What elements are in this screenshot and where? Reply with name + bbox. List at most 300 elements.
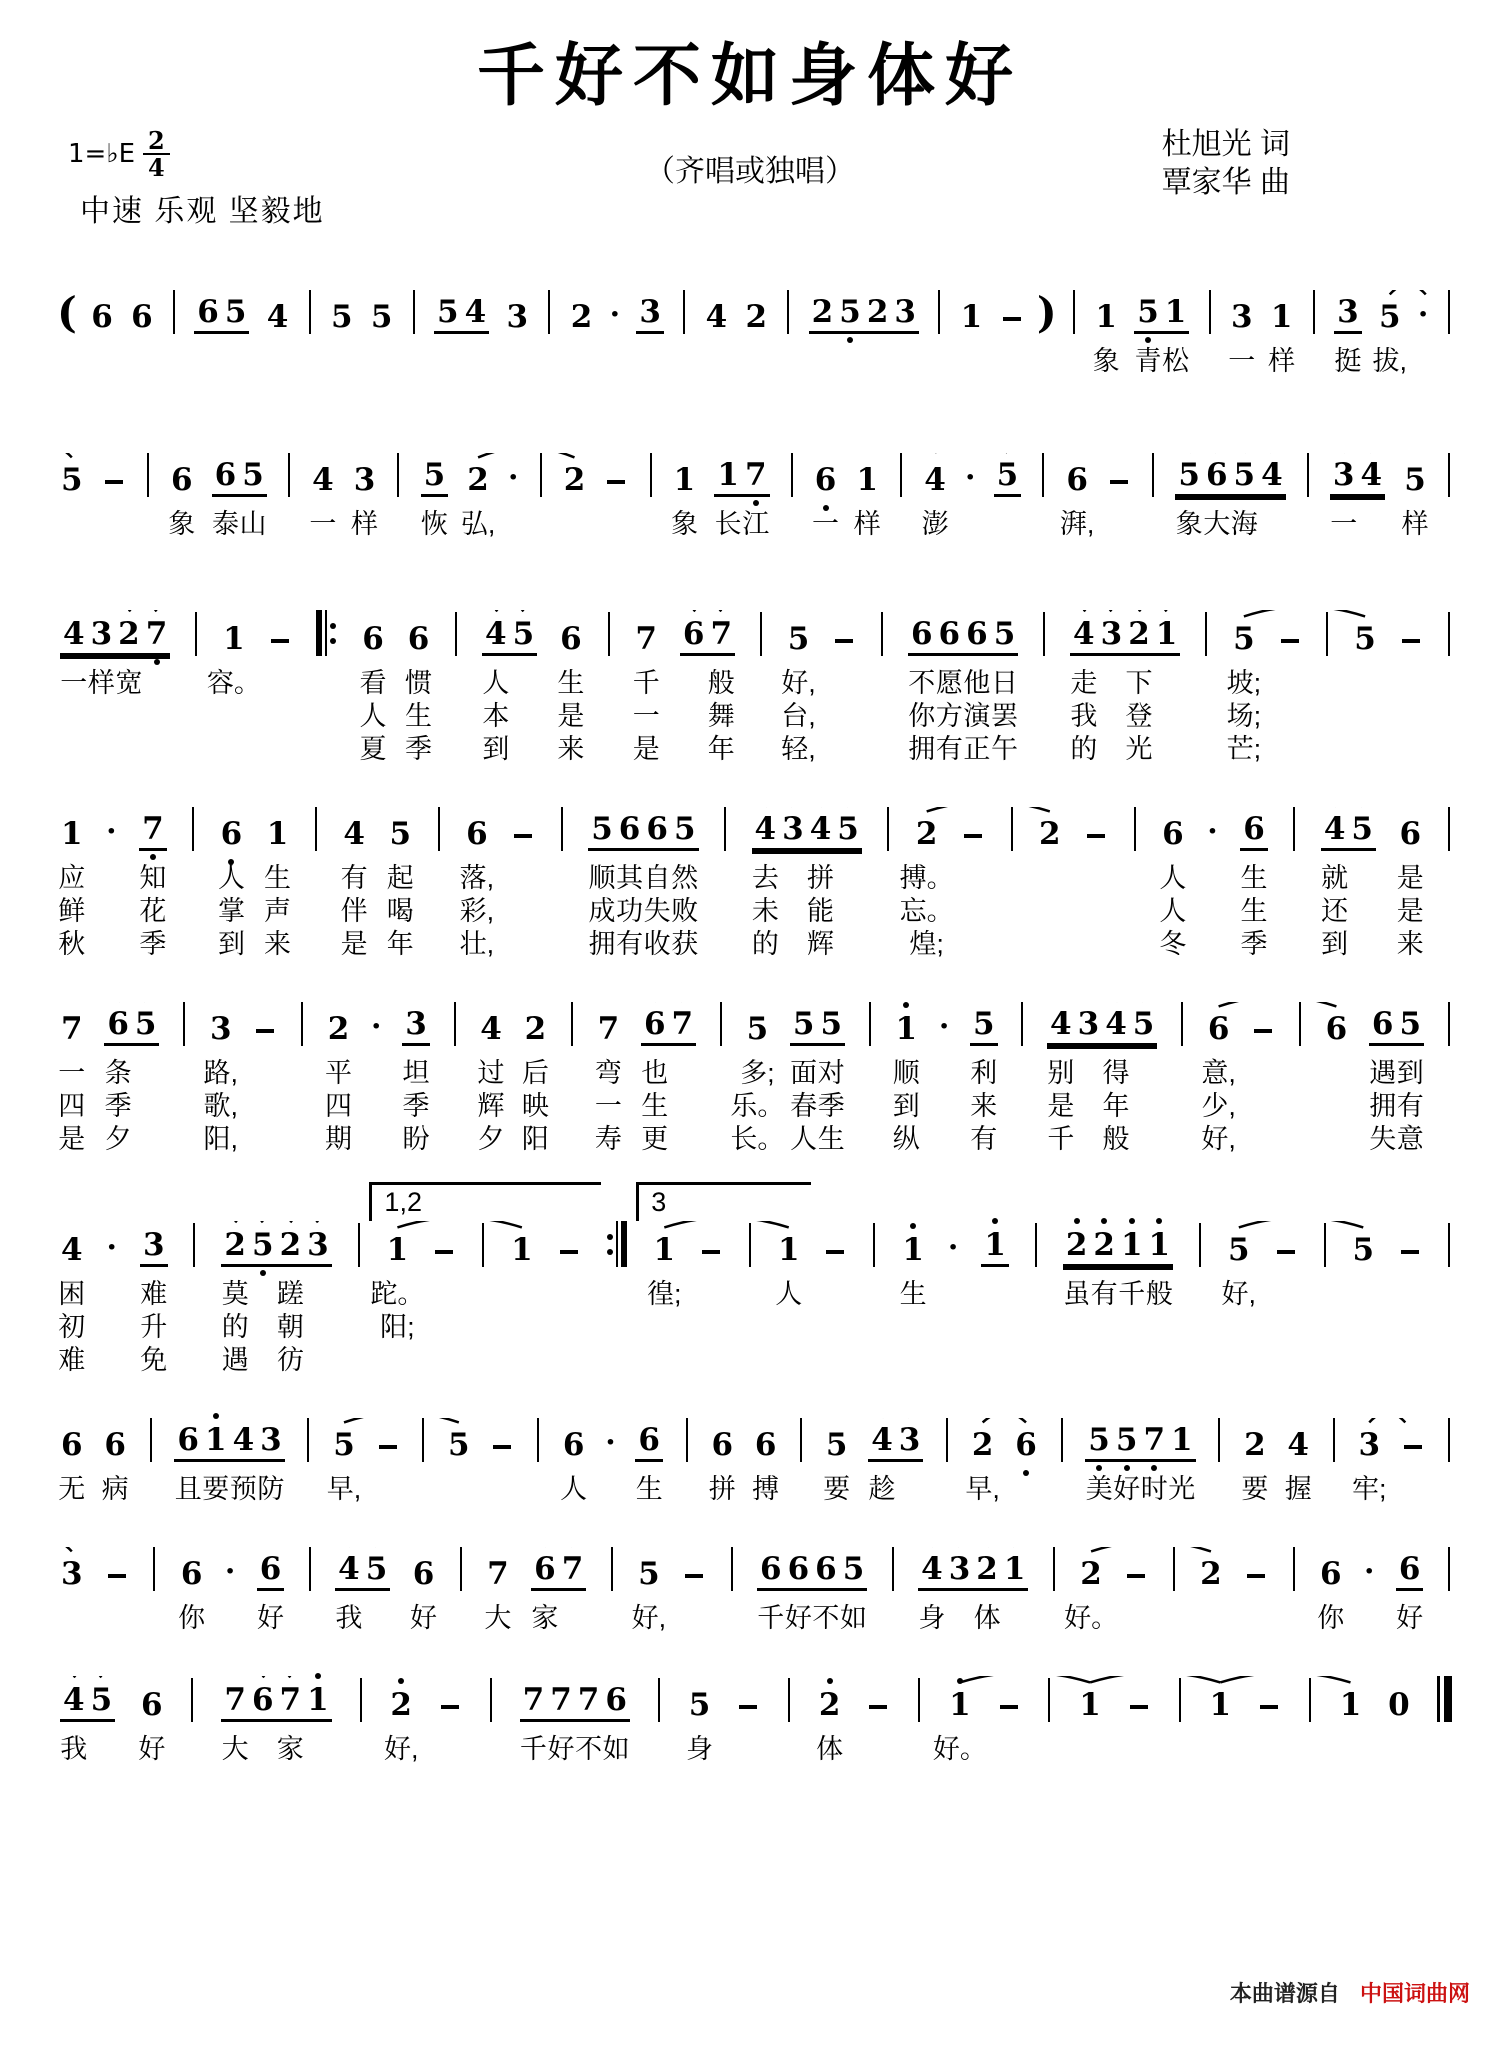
lyric-syllable: 顺 [588, 863, 616, 893]
lyric-syllable: 人 [775, 1279, 803, 1309]
note [1231, 301, 1253, 334]
lyric-syllable: 好 [410, 1603, 437, 1633]
barline [650, 453, 652, 497]
note [362, 623, 384, 656]
note-digit: 6 [1205, 457, 1228, 494]
note-digit: 2 [915, 816, 938, 853]
note [843, 1553, 865, 1586]
note [280, 1684, 302, 1717]
music-line-8 [55, 1547, 1458, 1636]
beam-group [104, 1008, 159, 1046]
barline [611, 1547, 613, 1591]
lyric-syllable: 牢; [1352, 1474, 1387, 1504]
note [1128, 618, 1150, 651]
footer-site-link[interactable]: 中国词曲网 [1359, 1981, 1470, 2006]
note-digit: 2 [390, 1687, 412, 1724]
barline [150, 1418, 152, 1462]
note [638, 1558, 660, 1591]
lyric-syllable: 一 [812, 509, 840, 539]
note [181, 1558, 203, 1591]
note [366, 1553, 388, 1586]
note-digit: 1 [949, 1687, 971, 1724]
composer-credit: 覃家华 曲 [1161, 166, 1290, 199]
lyric-syllable: 不 [812, 1603, 840, 1633]
note-digit: 5 [839, 294, 861, 331]
note [1359, 1429, 1381, 1462]
notes-row [55, 1418, 1458, 1462]
octave-dot-below [847, 337, 853, 343]
beam-group [680, 618, 735, 656]
note [1093, 1229, 1115, 1262]
note [896, 1013, 918, 1046]
lyric-syllable: 坡; [1226, 668, 1262, 698]
duration-dash [105, 480, 123, 484]
music-line-6 [55, 1187, 1458, 1378]
barline [1448, 1547, 1450, 1591]
beam-group [1321, 813, 1376, 851]
note [815, 464, 837, 497]
note [523, 1684, 545, 1717]
barline [1134, 807, 1136, 851]
note [1137, 296, 1159, 329]
note [61, 1558, 83, 1591]
note-digit: 1 [1079, 1687, 1101, 1724]
note [717, 459, 739, 492]
duration-dash [1401, 1250, 1419, 1254]
duration-dash [435, 1250, 453, 1254]
thin-bar [325, 610, 327, 656]
credits [1162, 126, 1290, 202]
barline [1448, 807, 1450, 851]
note-digit: 5 [842, 1551, 865, 1588]
note [260, 1553, 282, 1586]
barline [1448, 290, 1450, 334]
note [1162, 818, 1184, 851]
note-digit: 6 [966, 616, 988, 653]
note [1388, 1689, 1410, 1722]
lyric-syllable: 生 [817, 1124, 845, 1154]
augmentation-dot: · [1363, 1554, 1375, 1589]
duration-dash [739, 1705, 757, 1709]
note-digit: 4 [1287, 1427, 1309, 1464]
lyric-syllable: 样 [853, 509, 881, 539]
lyric-syllable: 光 [1125, 734, 1153, 764]
lyric-syllable: 一 [594, 1091, 622, 1121]
lyric-syllable: 好, [631, 1603, 667, 1633]
note [921, 1553, 943, 1586]
lyric-syllable: 季 [104, 1091, 132, 1121]
note [578, 1684, 600, 1717]
duration-dash [1247, 1574, 1265, 1578]
duration-dash [702, 1250, 720, 1254]
note-digit: 1 [1171, 1422, 1193, 1459]
note-digit: 2 [1093, 1227, 1115, 1264]
note-digit: 3 [639, 294, 661, 331]
barline [787, 290, 789, 334]
lyric-syllable: 花 [139, 896, 167, 926]
lyric-syllable: 意 [1396, 1124, 1424, 1154]
note [984, 1229, 1006, 1262]
note [91, 1684, 113, 1717]
lyric-syllable: 生 [264, 863, 292, 893]
barline [1448, 1418, 1450, 1462]
lyric-syllable: 一 [1330, 509, 1358, 539]
note [205, 1424, 227, 1457]
barline [413, 290, 415, 334]
repeat-begin-barline [316, 610, 336, 656]
note [1088, 1424, 1110, 1457]
lyric-syllable: 困 [58, 1279, 86, 1309]
lyric-syllable: 是 [1396, 896, 1424, 926]
barline [1293, 807, 1295, 851]
note [1095, 301, 1117, 334]
note-digit: 6 [1162, 816, 1184, 853]
barline [1179, 1678, 1181, 1722]
lyric-syllable: 家 [531, 1603, 559, 1633]
lyric-syllable: 泰 [211, 509, 239, 539]
note-digit: 5 [1228, 1232, 1250, 1269]
note-digit: 4 [924, 462, 946, 499]
lyric-syllable: 体 [816, 1734, 844, 1764]
lyric-syllable: 大 [1203, 509, 1231, 539]
lyric-syllable: 过 [477, 1058, 505, 1088]
lyric-syllable: 是 [632, 734, 660, 764]
note-digit: 1 [653, 1232, 676, 1269]
lyric-syllable: 我 [335, 1603, 363, 1633]
note-digit: 6 [646, 811, 668, 848]
barline [1448, 612, 1450, 656]
duration-dash [1110, 480, 1128, 484]
notes-row [55, 288, 1458, 337]
note-digit: 3 [1100, 616, 1123, 653]
lyric-syllable: 年 [386, 929, 414, 959]
lyric-syllable: 身 [685, 1734, 713, 1764]
note-digit: 6 [362, 621, 384, 658]
note-digit: 6 [1066, 462, 1088, 499]
lyric-syllable: 大 [221, 1734, 249, 1764]
note [826, 1429, 848, 1462]
lyric-syllable: 山 [239, 509, 267, 539]
note-digit: 5 [437, 294, 459, 331]
note-digit: 1 [984, 1227, 1006, 1264]
note-digit: 7 [145, 616, 168, 653]
note [260, 1424, 282, 1457]
barline [307, 1418, 309, 1462]
lyric-syllable: 舞 [707, 701, 735, 731]
lyric-syllable: 拥 [908, 734, 936, 764]
note [1133, 1008, 1155, 1041]
note-digit: 1 [1270, 299, 1293, 336]
note [564, 464, 586, 497]
note [646, 813, 668, 846]
note-digit: 4 [232, 1422, 255, 1459]
lyric-syllable: 映 [521, 1091, 549, 1121]
note [61, 1429, 83, 1462]
lyric-syllable: 四 [325, 1091, 352, 1121]
barline [1035, 1223, 1037, 1267]
lyric-syllable: 季 [139, 929, 167, 959]
note-digit: 7 [550, 1682, 572, 1719]
barline [1061, 1418, 1063, 1462]
note-digit: 6 [643, 1006, 666, 1043]
note [1156, 618, 1178, 651]
barline [438, 807, 440, 851]
note-digit: 6 [220, 816, 243, 853]
barline [791, 453, 793, 497]
lyric-syllable: 有 [1396, 1091, 1424, 1121]
barline [358, 1223, 360, 1267]
note [333, 1429, 355, 1462]
note-digit: 4 [1323, 811, 1346, 848]
lyrics-block [55, 1603, 1458, 1636]
note [143, 1229, 165, 1262]
beam-group [970, 1008, 998, 1046]
beam-group [421, 459, 449, 497]
augmentation-dot: · [609, 297, 621, 332]
note-digit: 6 [259, 1551, 282, 1588]
lyric-syllable: 千 [757, 1603, 785, 1633]
note-digit: 4 [480, 1011, 502, 1048]
lyric-syllable: 利 [970, 1058, 998, 1088]
note [513, 618, 535, 651]
note [331, 301, 353, 334]
note-digit: 5 [252, 1227, 274, 1264]
note [1372, 1008, 1394, 1041]
note [225, 296, 247, 329]
lyric-syllable: 走 [1070, 668, 1098, 698]
lyric-syllable: 的 [1070, 734, 1098, 764]
notes-row [55, 1676, 1458, 1722]
note [760, 1553, 782, 1586]
note-digit: 2 [524, 1011, 547, 1048]
duration-dash [964, 834, 982, 838]
note [1324, 813, 1346, 846]
beam-group [174, 1424, 284, 1462]
lyric-syllable: 象 [670, 509, 698, 539]
note [63, 618, 85, 651]
barline [1448, 1002, 1450, 1046]
duration-dash [108, 1574, 126, 1578]
note-digit: 5 [224, 294, 247, 331]
note-digit: 4 [809, 811, 832, 848]
note [961, 301, 983, 334]
note-digit: 7 [522, 1682, 545, 1719]
octave-dot-below [1096, 1465, 1102, 1471]
lyric-syllable: 有 [340, 863, 368, 893]
octave-dot-above [1101, 1218, 1107, 1224]
key-signature-text: 1=♭E [68, 139, 136, 170]
note [788, 1553, 810, 1586]
barline [724, 807, 726, 851]
lyric-syllable: 不 [908, 668, 936, 698]
note [307, 1684, 329, 1717]
barline [1199, 1223, 1201, 1267]
note [1210, 1689, 1232, 1722]
note-digit: 1 [266, 816, 289, 853]
note-digit: 4 [63, 1682, 85, 1719]
lyric-syllable: 鲜 [58, 896, 86, 926]
note-digit: 5 [330, 299, 353, 336]
octave-dot-below [260, 1270, 266, 1276]
note-digit: 6 [787, 1551, 810, 1588]
note-digit: 3 [948, 1551, 971, 1588]
note [976, 1553, 998, 1586]
note-digit: 5 [787, 621, 810, 658]
barline [1021, 1002, 1023, 1046]
note [387, 1234, 409, 1267]
note-digit: 5 [90, 1682, 113, 1719]
barline [315, 807, 317, 851]
note [1234, 459, 1256, 492]
augmentation-dot: · [508, 460, 519, 495]
note [224, 1684, 246, 1717]
footer-source-text: 本曲谱源自 [1229, 1981, 1340, 2006]
music-line-3 [55, 610, 1458, 767]
note [413, 1558, 435, 1591]
barline [918, 1678, 920, 1722]
lyric-syllable: 样 [351, 509, 379, 539]
note-digit: 5 [61, 462, 83, 499]
lyrics-block [55, 346, 1458, 379]
beam-group [1396, 1553, 1424, 1591]
note-digit: 4 [1360, 457, 1383, 494]
note [131, 301, 153, 334]
lyric-syllable: 坦 [402, 1058, 430, 1088]
beam-group [635, 1424, 663, 1462]
duration-dash [1130, 1705, 1148, 1709]
barline [1181, 1002, 1183, 1046]
augmentation-dot: · [1417, 297, 1429, 332]
note-digit: 6 [1325, 1011, 1348, 1048]
barline [309, 1547, 311, 1591]
lyric-syllable: 到 [1321, 929, 1349, 959]
lyric-syllable: 搏 [752, 1474, 780, 1504]
barline [1053, 1547, 1055, 1591]
note-digit: 4 [61, 1232, 83, 1269]
duration-dash [607, 480, 625, 484]
beam-group [60, 618, 170, 656]
note [354, 464, 376, 497]
augmentation-dot: · [106, 1230, 117, 1265]
lyric-syllable: 是 [340, 929, 368, 959]
octave-dot-above [992, 1218, 998, 1224]
barline [537, 1418, 539, 1462]
octave-dot-below [1145, 337, 1151, 343]
lyric-syllable: 要 [823, 1474, 851, 1504]
lyric-syllable: 生 [641, 1091, 669, 1121]
lyric-syllable: 一 [1228, 346, 1256, 376]
note-digit: 3 [61, 1556, 83, 1593]
barline [153, 1547, 155, 1591]
note [644, 1008, 666, 1041]
note-digit: 1 [902, 1232, 924, 1269]
lyric-syllable: 你 [178, 1603, 206, 1633]
note [639, 296, 661, 329]
barline [1209, 290, 1211, 334]
lyric-syllable: 容。 [206, 668, 261, 698]
note-digit: 0 [1388, 1687, 1410, 1724]
note-digit: 6 [1207, 1011, 1230, 1048]
final-barline [1437, 1676, 1452, 1722]
lyric-syllable: 阳; [380, 1312, 415, 1342]
note-digit: 6 [1399, 816, 1422, 853]
note-digit: 5 [1399, 1006, 1422, 1043]
barline [147, 453, 149, 497]
note-digit: 2 [811, 294, 834, 331]
barline [195, 612, 197, 656]
beam-group [1330, 459, 1385, 497]
lyric-syllable: 更 [641, 1124, 669, 1154]
beam-group [636, 296, 664, 334]
note-digit: 6 [466, 816, 488, 853]
duration-dash [1000, 1705, 1018, 1709]
beam-group [212, 459, 267, 497]
augmentation-dot: · [224, 1554, 236, 1589]
note-digit: 5 [448, 1427, 470, 1464]
lyric-syllable: 季 [1240, 929, 1268, 959]
lyric-syllable: 长 [714, 509, 742, 539]
barline [397, 453, 399, 497]
lyric-syllable: 败 [671, 896, 699, 926]
note-digit: 6 [910, 616, 933, 653]
lyric-syllable: 拼 [708, 1474, 736, 1504]
footer [1230, 1977, 1470, 2008]
augmentation-dot: · [938, 1009, 950, 1044]
lyric-syllable: 自 [643, 863, 671, 893]
lyric-syllable: 要 [1241, 1474, 1269, 1504]
lyric-syllable: 人 [1159, 863, 1187, 893]
note [534, 1553, 556, 1586]
lyric-syllable: 平 [325, 1058, 352, 1088]
lyric-syllable: 免 [140, 1345, 168, 1375]
lyric-syllable: 季 [817, 1091, 845, 1121]
note-digit: 1 [1339, 1687, 1362, 1724]
lyric-syllable: 冬 [1159, 929, 1187, 959]
octave-dot-above [213, 1413, 219, 1419]
note [61, 1234, 83, 1267]
note-digit: 5 [820, 1006, 843, 1043]
note [894, 296, 916, 329]
lyric-syllable: 应 [58, 863, 86, 893]
note [755, 1429, 777, 1462]
lyric-syllable: 好, [1221, 1279, 1257, 1309]
note-digit: 5 [1378, 299, 1401, 336]
lyric-syllable: 好, [781, 668, 816, 698]
note-digit: 4 [754, 811, 777, 848]
note [672, 1008, 694, 1041]
page-title: 千好不如身体好 [476, 36, 1023, 116]
note-digit: 4 [343, 816, 365, 853]
note [674, 813, 696, 846]
lyric-syllable: 壮, [459, 929, 495, 959]
note [1121, 1229, 1143, 1262]
barline [892, 1547, 894, 1591]
note [1261, 459, 1283, 492]
note-digit: 1 [1155, 616, 1178, 653]
volta-bracket: 1,2 [369, 1182, 600, 1221]
barline [301, 1002, 303, 1046]
note [142, 813, 164, 846]
note-digit: 5 [638, 1556, 660, 1593]
lyric-syllable: 得 [1102, 1058, 1130, 1088]
note [1243, 813, 1265, 846]
note-digit: 3 [260, 1422, 282, 1459]
lyric-syllable: 有 [616, 929, 644, 959]
beam-group [1334, 296, 1362, 334]
barline [1173, 1547, 1175, 1591]
note [1105, 1008, 1127, 1041]
lyric-syllable: 寿 [594, 1124, 622, 1154]
